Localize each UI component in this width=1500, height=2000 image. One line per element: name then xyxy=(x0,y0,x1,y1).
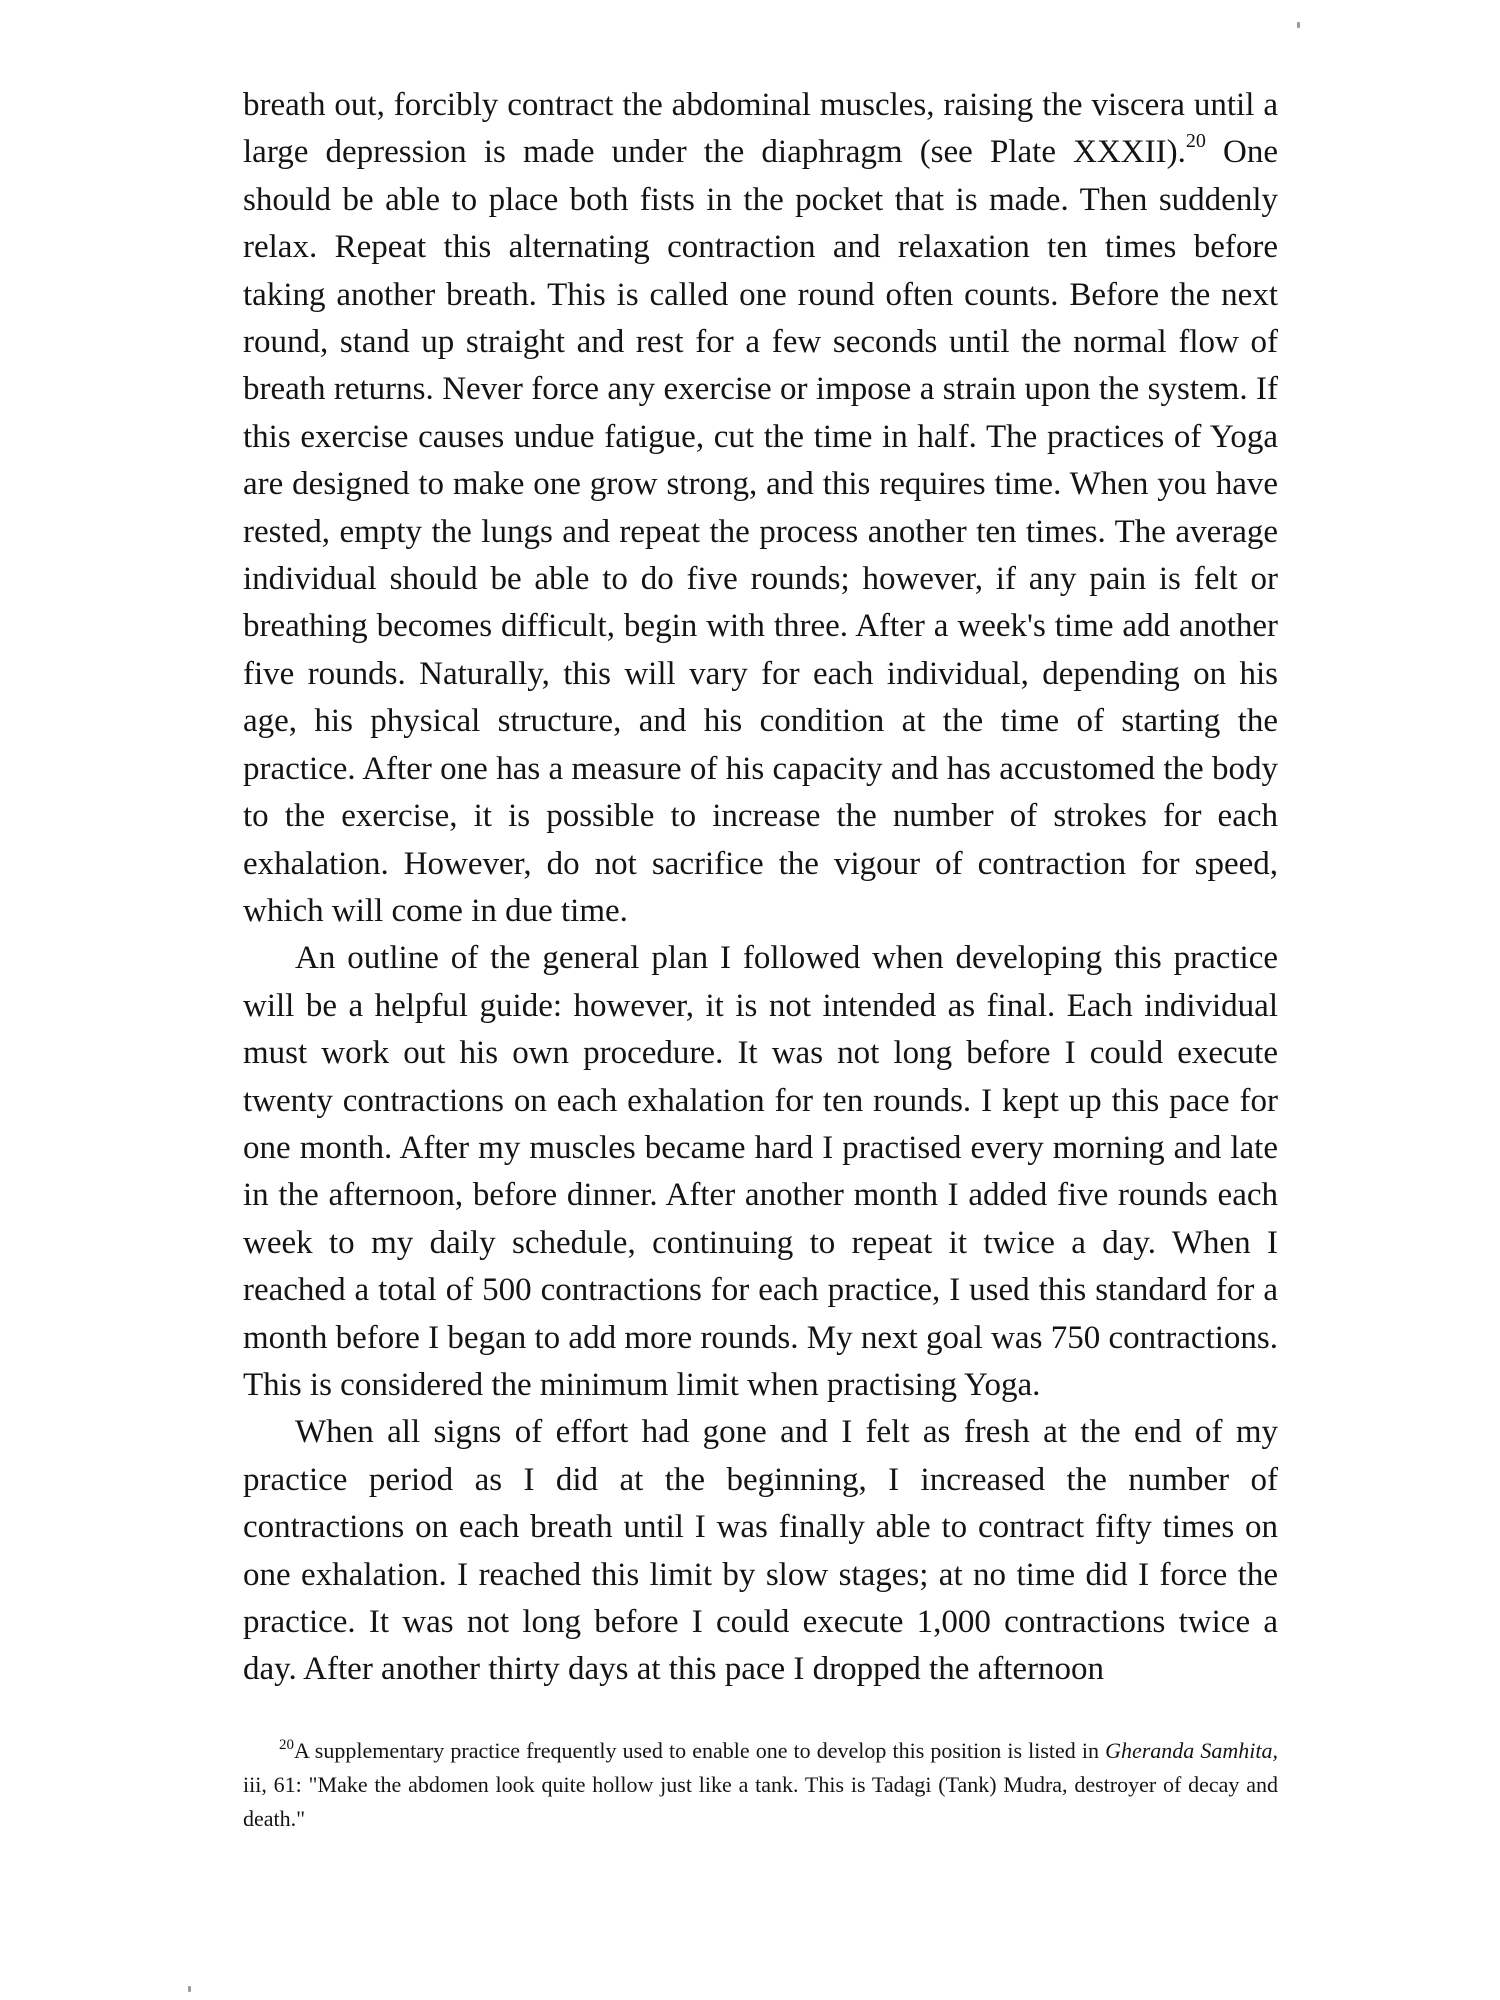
paragraph-2: An outline of the general plan I followed when developing this practice will be a helpful guide: however, it is not intended as final. Each individual must work out his own procedure. It was not long before I could execute twenty contractions on each exhalation for ten rounds. I kept up this pace for one month. After my muscles became hard I practised every morning and late in the afternoon, before dinner. After another month I added five rounds each week to my daily schedule, continuing to repeat it twice a day. When I reached a total of 500 contractions for each practice, I used this standard for a month before I began to add more rounds. My next goal was 750 contractions. This is considered the minimum limit when practising Yoga. xyxy=(243,940,1278,1403)
paragraph-3: When all signs of effort had gone and I felt as fresh at the end of my practice period as I did at the beginning, I increased the number of contractions on each breath until I was finally able to contract fifty times on one exhalation. I reached this limit by slow stages; at no time did I force the practice. It was not long before I could execute 1,000 contractions twice a day. After another thirty days at this pace I dropped the afternoon xyxy=(243,1414,1278,1688)
book-page xyxy=(243,82,1278,1836)
scan-speck-bottom xyxy=(188,1986,191,1992)
paragraph-1-text-continued: One should be able to place both fists in the pocket that is made. Then suddenly relax. Repeat this alternating contraction and relaxation ten times before taking another breath. This is called one round often counts. Before the next round, stand up straight and rest for a few seconds until the normal flow of breath returns. Never force any exercise or impose a strain upon the system. If this exercise causes undue fatigue, cut the time in half. The practices of Yoga are designed to make one grow strong, and this requires time. When you have rested, empty the lungs and repeat the process another ten times. The average individual should be able to do five rounds; however, if any pain is felt or breathing becomes difficult, begin with three. After a week's time add another five rounds. Naturally, this will vary for each individual, depending on his age, his physical structure, and his condition at the time of starting the practice. After one has a measure of his capacity and has accustomed the body to the exercise, it is possible to increase the number of strokes for each exhalation. However, do not sacrifice the vigour of contraction for speed, which will come in due time. xyxy=(243,134,1279,929)
scan-speck-top xyxy=(1297,22,1300,28)
footnote-text: A supplementary practice frequently used to enable one to develop this position is listed in xyxy=(294,1737,1106,1763)
footnote-ref-20: 20 xyxy=(1185,130,1206,153)
footnote-source-title: Gheranda Samhita, xyxy=(1105,1737,1278,1763)
paragraph-1-text: breath out, forcibly contract the abdominal muscles, raising the viscera until a large depression is made under the diaphragm (see Plate XXXII). xyxy=(243,87,1278,171)
footnote-number: 20 xyxy=(279,1736,294,1753)
paragraph-1 xyxy=(243,82,1278,935)
footnote xyxy=(243,1734,1278,1836)
footnote-quote: iii, 61: "Make the abdomen look quite hollow just like a tank. This is Tadagi (Tank) Mudra, destroyer of decay and death." xyxy=(243,1771,1278,1831)
